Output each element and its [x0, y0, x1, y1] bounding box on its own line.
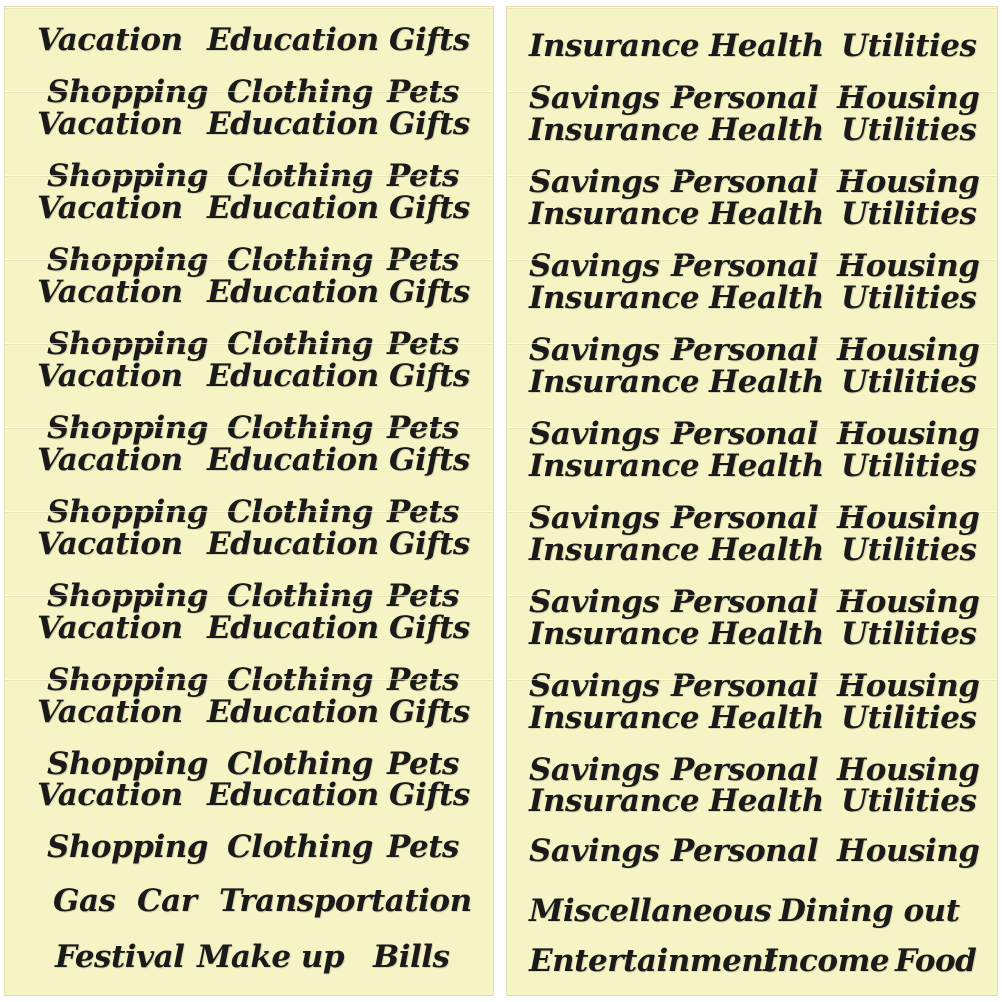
sticker-label: Insurance: [529, 196, 700, 232]
sticker-label: Vacation: [37, 274, 183, 310]
sticker-label: Utilities: [841, 532, 977, 568]
sticker-label: Personal: [671, 500, 819, 536]
sticker-label: Make up: [197, 939, 345, 975]
sticker-label: Insurance: [529, 364, 700, 400]
sticker-label: Utilities: [841, 112, 977, 148]
sticker-label: Utilities: [841, 783, 977, 819]
sticker-label: Utilities: [841, 364, 977, 400]
sticker-label: Savings: [529, 752, 660, 788]
sticker-label: Dining out: [779, 893, 960, 929]
sticker-label: Pets: [387, 746, 459, 782]
right-sticker-sheet: [506, 6, 998, 996]
sticker-label: Insurance: [529, 783, 700, 819]
sticker-label: Gifts: [389, 442, 470, 478]
sticker-label: Health: [709, 616, 824, 652]
sticker-label: Clothing: [227, 242, 373, 278]
sticker-label: Clothing: [227, 494, 373, 530]
sticker-label: Vacation: [37, 442, 183, 478]
sticker-label: Bills: [373, 939, 450, 975]
sticker-label: Gifts: [389, 694, 470, 730]
sticker-label: Clothing: [227, 326, 373, 362]
sticker-label: Housing: [837, 248, 980, 284]
sticker-label: Education: [207, 610, 379, 646]
sticker-label: Savings: [529, 833, 660, 869]
sticker-label: Utilities: [841, 616, 977, 652]
label-strip: [507, 175, 997, 284]
sticker-label: Health: [709, 783, 824, 819]
sticker-label: Utilities: [841, 448, 977, 484]
sticker-label: Pets: [387, 410, 459, 446]
sticker-label: Utilities: [841, 28, 977, 64]
sticker-label: Shopping: [47, 662, 208, 698]
sticker-label: Shopping: [47, 158, 208, 194]
sticker-label: Health: [709, 196, 824, 232]
sticker-label: Insurance: [529, 532, 700, 568]
sticker-label: Clothing: [227, 746, 373, 782]
label-strip: [507, 595, 997, 704]
sticker-label: Education: [207, 274, 379, 310]
sticker-label: Savings: [529, 248, 660, 284]
sticker-label: Education: [207, 442, 379, 478]
sticker-label: Gifts: [389, 777, 470, 813]
label-strip: [5, 511, 493, 614]
sticker-label: Gifts: [389, 610, 470, 646]
sticker-label: Vacation: [37, 22, 183, 58]
sticker-label: Housing: [837, 80, 980, 116]
sticker-label: Vacation: [37, 610, 183, 646]
sticker-label: Savings: [529, 500, 660, 536]
sticker-label: Insurance: [529, 112, 700, 148]
sticker-label: Shopping: [47, 829, 208, 865]
sticker-label: Housing: [837, 416, 980, 452]
sticker-label: Utilities: [841, 700, 977, 736]
sticker-label: Pets: [387, 494, 459, 530]
sticker-label: Education: [207, 22, 379, 58]
sticker-label: Clothing: [227, 829, 373, 865]
sticker-label: Housing: [837, 584, 980, 620]
sticker-label: Insurance: [529, 280, 700, 316]
sticker-label: Housing: [837, 833, 980, 869]
sticker-label: Education: [207, 190, 379, 226]
sticker-label: Clothing: [227, 662, 373, 698]
sticker-label: Vacation: [37, 777, 183, 813]
sticker-label: Shopping: [47, 410, 208, 446]
label-strip: [5, 679, 493, 782]
sticker-label: Housing: [837, 164, 980, 200]
sticker-label: Health: [709, 532, 824, 568]
sticker-label: Insurance: [529, 700, 700, 736]
left-sticker-sheet: [4, 6, 494, 996]
sticker-label: Clothing: [227, 74, 373, 110]
sticker-label: Gifts: [389, 106, 470, 142]
sticker-label: Personal: [671, 752, 819, 788]
sticker-label: Utilities: [841, 196, 977, 232]
sticker-label: Health: [709, 700, 824, 736]
label-strip: [507, 679, 997, 788]
sticker-label: Health: [709, 280, 824, 316]
sticker-label: Clothing: [227, 410, 373, 446]
sticker-label: Housing: [837, 668, 980, 704]
sticker-label: Festival: [55, 939, 185, 975]
label-strip: [507, 511, 997, 620]
label-strip: [5, 175, 493, 278]
sticker-label: Gifts: [389, 22, 470, 58]
sticker-label: Shopping: [47, 578, 208, 614]
sticker-label: Miscellaneous: [529, 893, 772, 929]
sticker-label: Personal: [671, 833, 819, 869]
sticker-label: Personal: [671, 80, 819, 116]
full-label-block: [507, 767, 997, 995]
label-strip: [5, 91, 493, 194]
label-strip: [5, 259, 493, 362]
sticker-label: Savings: [529, 164, 660, 200]
sticker-label: Transportation: [219, 883, 472, 919]
sticker-label: Food: [895, 943, 977, 979]
sticker-label: Health: [709, 28, 824, 64]
sticker-label: Personal: [671, 332, 819, 368]
sticker-label: Insurance: [529, 28, 700, 64]
sticker-label: Utilities: [841, 280, 977, 316]
sticker-label: Education: [207, 106, 379, 142]
sticker-label: Income: [763, 943, 890, 979]
sticker-label: Personal: [671, 584, 819, 620]
sticker-label: Pets: [387, 578, 459, 614]
sticker-label: Education: [207, 694, 379, 730]
sticker-label: Personal: [671, 416, 819, 452]
label-strip: [507, 427, 997, 536]
label-strip: [507, 259, 997, 368]
sticker-label: Savings: [529, 332, 660, 368]
sticker-label: Shopping: [47, 74, 208, 110]
sticker-label: Shopping: [47, 326, 208, 362]
sticker-label: Savings: [529, 668, 660, 704]
sticker-label: Gifts: [389, 358, 470, 394]
sticker-label: Gifts: [389, 274, 470, 310]
sticker-label: Pets: [387, 158, 459, 194]
sticker-label: Pets: [387, 326, 459, 362]
sticker-label: Housing: [837, 500, 980, 536]
label-strip: [5, 343, 493, 446]
sticker-label: Pets: [387, 829, 459, 865]
sticker-label: Pets: [387, 242, 459, 278]
sticker-label: Shopping: [47, 746, 208, 782]
sticker-label: Education: [207, 777, 379, 813]
sticker-label: Gifts: [389, 526, 470, 562]
label-strip: [5, 7, 493, 110]
sticker-label: Housing: [837, 332, 980, 368]
sticker-label: Personal: [671, 164, 819, 200]
sticker-label: Vacation: [37, 526, 183, 562]
sticker-label: Vacation: [37, 106, 183, 142]
sticker-label: Entertainment: [529, 943, 778, 979]
sticker-label: Personal: [671, 668, 819, 704]
sticker-label: Shopping: [47, 242, 208, 278]
label-strip: [507, 343, 997, 452]
sticker-label: Vacation: [37, 190, 183, 226]
sticker-label: Savings: [529, 584, 660, 620]
sticker-label: Pets: [387, 74, 459, 110]
label-strip: [507, 91, 997, 200]
sticker-label: Housing: [837, 752, 980, 788]
label-strip: [5, 427, 493, 530]
sticker-label: Pets: [387, 662, 459, 698]
sticker-label: Car: [137, 883, 197, 919]
sticker-label: Clothing: [227, 158, 373, 194]
sticker-label: Shopping: [47, 494, 208, 530]
sticker-label: Insurance: [529, 616, 700, 652]
sticker-label: Health: [709, 448, 824, 484]
sticker-label: Health: [709, 112, 824, 148]
sticker-label: Savings: [529, 416, 660, 452]
sticker-label: Health: [709, 364, 824, 400]
sticker-label: Vacation: [37, 694, 183, 730]
label-strip: [5, 595, 493, 698]
sticker-label: Gifts: [389, 190, 470, 226]
sticker-label: Education: [207, 358, 379, 394]
sticker-label: Gas: [53, 883, 116, 919]
sticker-label: Savings: [529, 80, 660, 116]
full-label-block: [5, 767, 493, 995]
sticker-label: Clothing: [227, 578, 373, 614]
sticker-label: Personal: [671, 248, 819, 284]
label-strip: [507, 7, 997, 116]
sticker-label: Education: [207, 526, 379, 562]
sticker-label: Vacation: [37, 358, 183, 394]
sticker-label: Insurance: [529, 448, 700, 484]
